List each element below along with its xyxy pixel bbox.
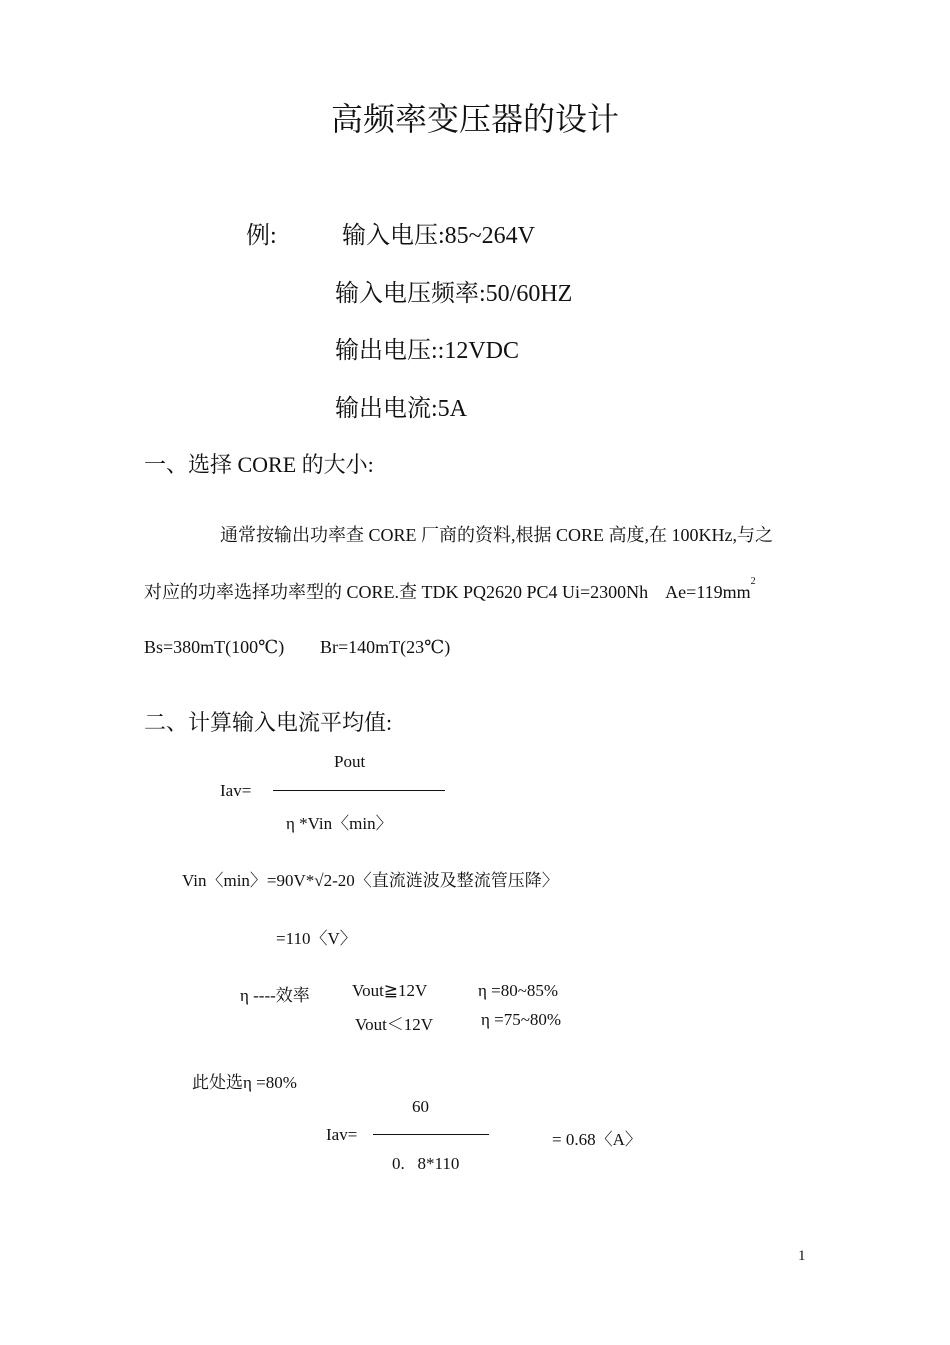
section1-para-line1: 通常按输出功率查 CORE 厂商的资料,根据 CORE 高度,在 100KHz,与之	[220, 525, 773, 545]
superscript: 2	[750, 576, 756, 587]
efficiency-choice: 此处选η =80%	[192, 1073, 297, 1092]
formula2-numerator: 60	[412, 1097, 429, 1116]
spec-output-voltage: 输出电压::12VDC	[335, 338, 520, 364]
efficiency-value-2: η =75~80%	[481, 1010, 562, 1029]
section1-para-line2: 对应的功率选择功率型的 CORE.查 TDK PQ2620 PC4 Ui=2300Nh $Ae=119mm^2$	[144, 576, 756, 602]
formula2-result: = 0.68〈A〉	[552, 1130, 642, 1149]
formula2-denominator: 0. 8*110	[392, 1154, 460, 1173]
formula2-lhs: Iav=	[326, 1125, 358, 1144]
example-label: 例:	[246, 223, 277, 249]
spec-input-voltage: 输入电压:85~264V	[342, 223, 535, 249]
efficiency-condition-2: Vout＜12V	[355, 1015, 434, 1034]
spec-input-frequency: 输入电压频率:50/60HZ	[335, 281, 573, 307]
section1-heading: 一、选择 CORE 的大小:	[144, 452, 374, 477]
document-title: 高频率变压器的设计	[330, 101, 619, 137]
formula2-fraction-bar	[373, 1134, 489, 1135]
section2-heading: 二、计算输入电流平均值:	[144, 710, 393, 735]
formula1-denominator: η *Vin〈min〉	[286, 814, 393, 833]
formula1-numerator: Pout	[334, 752, 366, 771]
section1-br: Br=140mT(23℃)	[320, 637, 451, 657]
efficiency-label: η ----效率	[240, 986, 310, 1005]
vin-result: =110〈V〉	[276, 929, 357, 948]
vin-line: Vin〈min〉=90V*√2-20〈直流涟波及整流管压降〉	[182, 871, 559, 890]
spec-output-current: 输出电流:5A	[335, 396, 467, 422]
section1-bs: Bs=380mT(100℃)	[144, 637, 285, 657]
efficiency-condition-1: Vout≧12V	[352, 981, 428, 1000]
efficiency-value-1: η =80~85%	[478, 981, 559, 1000]
page-number: 1	[798, 1248, 806, 1264]
formula1-fraction-bar	[273, 790, 445, 791]
formula1-lhs: Iav=	[220, 781, 252, 800]
